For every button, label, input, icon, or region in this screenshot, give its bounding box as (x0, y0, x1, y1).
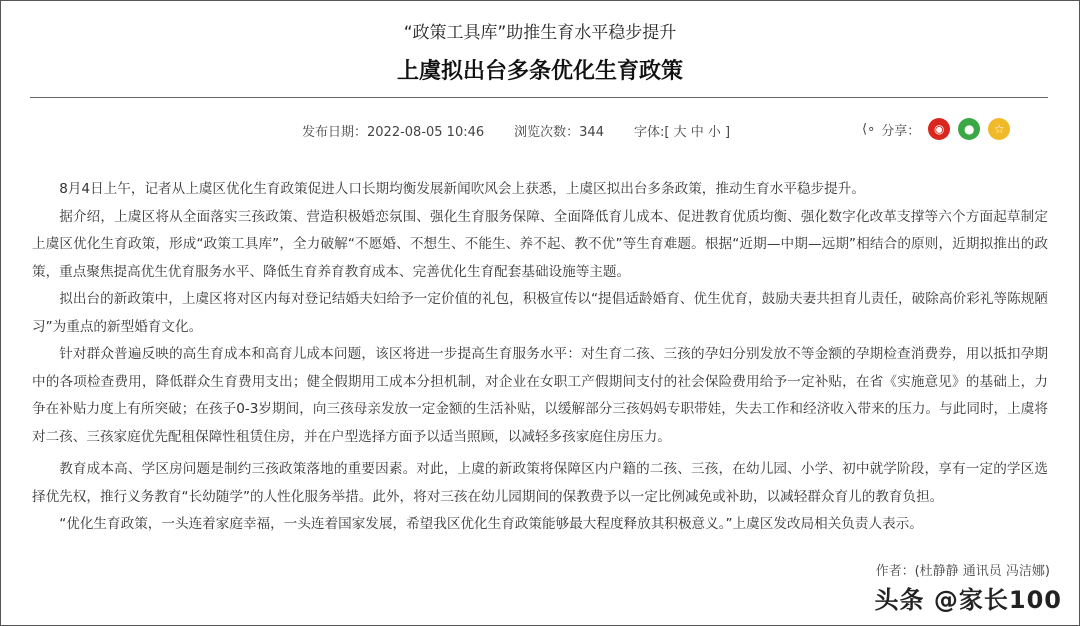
share-icon: ⟨∘ (862, 121, 876, 137)
favorite-icon[interactable]: ☆ (988, 118, 1010, 140)
font-size-selector[interactable]: 字体:[ 大 中 小 ] (633, 125, 731, 140)
divider (30, 97, 1048, 98)
paragraph: 教育成本高、学区房问题是制约三孩政策落地的重要因素。对此，上虞的新政策将保障区内户籍的二孩、三孩，在幼儿园、小学、初中就学阶段，享有一定的学区选择优先权，推行义务教育“长幼随学”的人性化服务举措。此外，将对三孩在幼儿园期间的保教费予以一定比例减免或补助，以减轻群众育儿的教育负担。 (32, 461, 1048, 505)
paragraph: 针对群众普遍反映的高生育成本和高育儿成本问题，该区将进一步提高生育服务水平：对生育二孩、三孩的孕妇分别发放不等金额的孕期检查消费券，用以抵扣孕期中的各项检查费用，降低群众生育费用支出；健全假期用工成本分担机制，对企业在女职工产假期间支付的社会保险费用给予一定补贴，在省《实施意见》的基础上，力争在补贴力度上有所突破；在孩子0-3岁期间，向三孩母亲发放一定金额的生活补贴，以缓解部分三孩妈妈专职带娃，失去工作和经济收入带来的压力。与此同时，上虞将对二孩、三孩家庭优先配租保障性租赁住房，并在户型选择方面予以适当照顾，以减轻多孩家庭住房压力。 (32, 346, 1048, 445)
article-subtitle: “政策工具库”助推生育水平稳步提升 (403, 23, 677, 43)
weibo-icon[interactable]: ◉ (928, 118, 950, 140)
view-count: 浏览次数：344 (514, 125, 604, 140)
article-meta (302, 121, 730, 140)
publish-date: 发布日期：2022-08-05 10:46 (302, 125, 485, 140)
wechat-icon[interactable]: ● (958, 118, 980, 140)
article-title: 上虞拟出台多条优化生育政策 (396, 59, 683, 84)
article-author: 作者：(杜静静 通讯员 冯洁娜) (875, 564, 1050, 579)
paragraph: 拟出台的新政策中，上虞区将对区内每对登记结婚夫妇给予一定价值的礼包，积极宣传以“提倡适龄婚育、优生优育，鼓励夫妻共担育儿责任，破除高价彩礼等陈规陋习”为重点的新型婚育文化。 (32, 291, 1048, 335)
article-body (32, 176, 1048, 539)
paragraph: 据介绍，上虞区将从全面落实三孩政策、营造积极婚恋氛围、强化生育服务保障、全面降低育儿成本、促进教育优质均衡、强化数字化改革支撑等六个方面起草制定上虞区优化生育政策，形成“政策工具库”，全力破解“不愿婚、不想生、不能生、养不起、教不优”等生育难题。根据“近期—中期—远期”相结合的原则，近期拟推出的政策，重点聚焦提高优生优育服务水平、降低生育养育教育成本、完善优化生育配套基础设施等主题。 (32, 208, 1048, 280)
watermark: 头条 @家长100 (874, 586, 1062, 614)
paragraph: 8月4日上午，记者从上虞区优化生育政策促进人口长期均衡发展新闻吹风会上获悉，上虞区拟出台多条政策，推动生育水平稳步提升。 (59, 181, 865, 197)
share-label: 分享： (881, 123, 921, 139)
share-bar (862, 118, 1010, 140)
paragraph: “优化生育政策，一头连着家庭幸福，一头连着国家发展，希望我区优化生育政策能够最大程度释放其积极意义。”上虞区发改局相关负责人表示。 (59, 516, 923, 532)
